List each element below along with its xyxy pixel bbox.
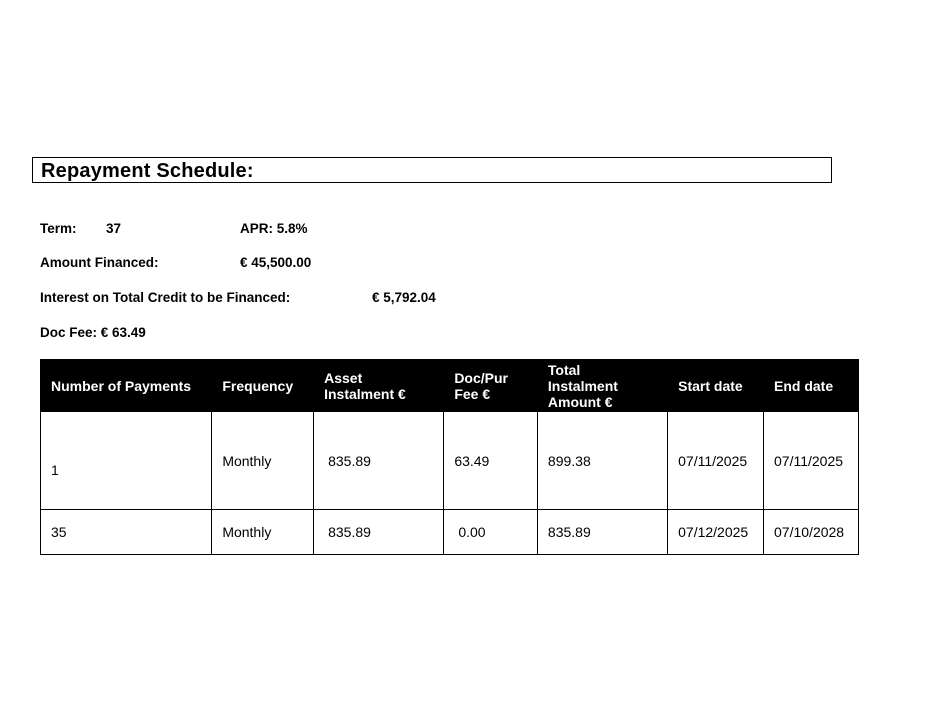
header-start: Start date xyxy=(668,360,764,412)
cell-start: 07/12/2025 xyxy=(668,510,764,555)
cell-docfee: 0.00 xyxy=(444,510,538,555)
term-value: 37 xyxy=(106,221,122,236)
doc-fee: Doc Fee: € 63.49 xyxy=(40,325,146,340)
interest-label: Interest on Total Credit to be Financed: xyxy=(40,290,291,305)
apr-value: APR: 5.8% xyxy=(240,221,308,236)
cell-end: 07/10/2028 xyxy=(764,510,859,555)
page-title: Repayment Schedule: xyxy=(41,160,254,182)
header-total-line1: Total xyxy=(547,361,581,378)
amount-financed-label: Amount Financed: xyxy=(40,255,159,270)
interest-value: € 5,792.04 xyxy=(372,290,436,305)
cell-payments: 35 xyxy=(41,510,212,555)
header-docfee-line1: Doc/Pur xyxy=(454,369,508,386)
cell-asset: 835.89 xyxy=(314,510,444,555)
cell-end: 07/11/2025 xyxy=(764,412,859,510)
table-header-row xyxy=(41,360,859,412)
term-label: Term: xyxy=(40,221,77,236)
header-docfee-line2: Fee € xyxy=(454,385,491,402)
cell-docfee: 63.49 xyxy=(444,412,538,510)
cell-frequency: Monthly xyxy=(212,510,314,555)
header-asset-line1: Asset xyxy=(324,369,363,386)
table-row xyxy=(41,412,859,510)
heading-box xyxy=(32,157,832,183)
header-docfee xyxy=(444,360,538,412)
header-total-line2: Instalment xyxy=(547,377,618,394)
header-total-line3: Amount € xyxy=(547,393,613,410)
header-frequency: Frequency xyxy=(212,360,314,412)
cell-total: 899.38 xyxy=(537,412,667,510)
cell-asset: 835.89 xyxy=(314,412,444,510)
header-asset-line2: Instalment € xyxy=(324,385,406,402)
header-total xyxy=(537,360,667,412)
cell-total: 835.89 xyxy=(537,510,667,555)
header-payments: Number of Payments xyxy=(41,360,212,412)
cell-payments: 1 xyxy=(41,412,212,510)
cell-start: 07/11/2025 xyxy=(668,412,764,510)
repayment-table xyxy=(40,359,859,555)
cell-frequency: Monthly xyxy=(212,412,314,510)
header-end: End date xyxy=(764,360,859,412)
table-row xyxy=(41,510,859,555)
amount-financed-value: € 45,500.00 xyxy=(240,255,312,270)
header-asset xyxy=(314,360,444,412)
